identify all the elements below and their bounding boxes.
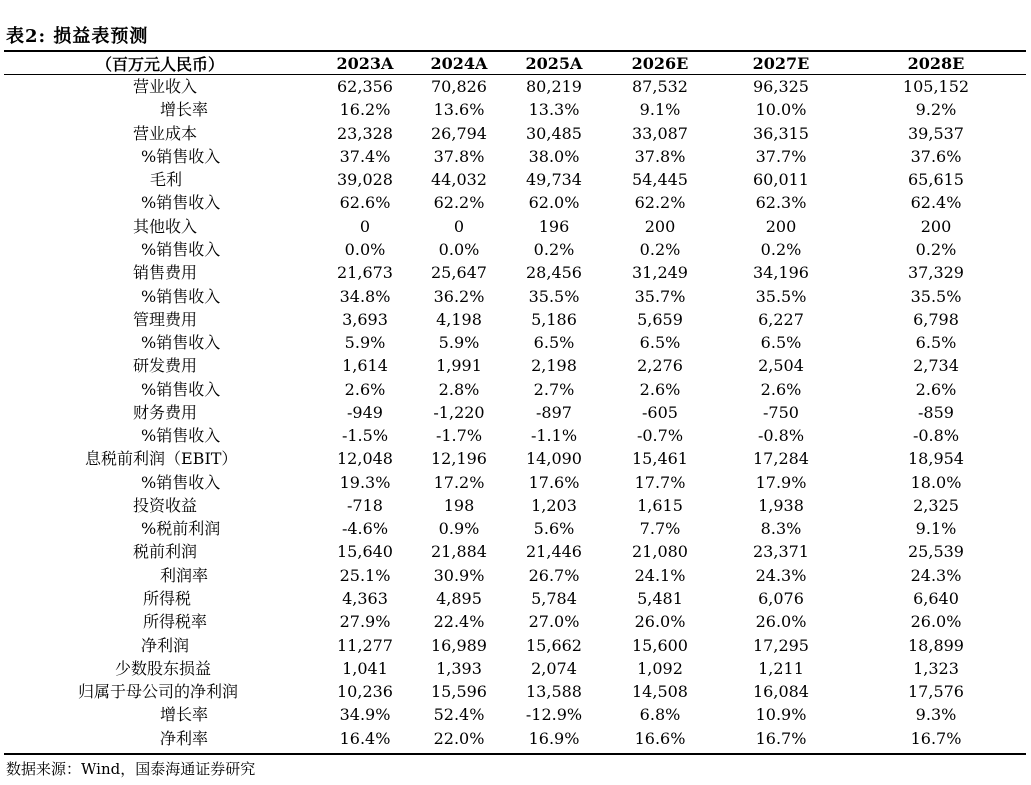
cell-value: 4,363 xyxy=(342,588,388,608)
row-label: %销售收入 xyxy=(141,472,221,492)
row-label: 净利润 xyxy=(141,635,190,655)
cell-value: 7.7% xyxy=(639,519,681,539)
row-label: %销售收入 xyxy=(141,193,221,213)
row-label: 利润率 xyxy=(160,565,209,585)
row-label: %税前利润 xyxy=(141,519,221,539)
table-row xyxy=(4,610,1026,633)
year-header: 2024A xyxy=(430,54,488,73)
cell-value: 25,647 xyxy=(431,263,487,283)
cell-value: 9.1% xyxy=(639,100,681,120)
cell-value: 23,328 xyxy=(337,123,393,143)
cell-value: 16.2% xyxy=(339,100,391,120)
cell-value: 0.2% xyxy=(760,239,802,259)
cell-value: 22.4% xyxy=(433,612,485,632)
cell-value: -897 xyxy=(536,402,572,422)
table-row xyxy=(4,122,1026,145)
table-row xyxy=(4,540,1026,563)
cell-value: 2,504 xyxy=(758,356,804,376)
cell-value: 36,315 xyxy=(753,123,809,143)
cell-value: 6,076 xyxy=(758,588,804,608)
row-label: 销售费用 xyxy=(133,263,198,283)
table-row xyxy=(4,377,1026,400)
cell-value: 80,219 xyxy=(526,77,582,97)
cell-value: 37.6% xyxy=(910,146,962,166)
cell-value: 1,938 xyxy=(758,495,804,515)
cell-value: 26.0% xyxy=(634,612,686,632)
cell-value: 5,659 xyxy=(637,309,683,329)
row-label: %销售收入 xyxy=(141,379,221,399)
cell-value: 34,196 xyxy=(753,263,809,283)
cell-value: 17,576 xyxy=(908,682,964,702)
cell-value: 36.2% xyxy=(433,286,485,306)
cell-value: 18,954 xyxy=(908,449,964,469)
row-label: 营业成本 xyxy=(133,123,198,143)
year-header: 2027E xyxy=(752,54,810,73)
cell-value: -949 xyxy=(347,402,383,422)
cell-value: 15,600 xyxy=(632,635,688,655)
cell-value: 62.2% xyxy=(634,193,686,213)
cell-value: 198 xyxy=(443,495,475,515)
cell-value: 9.2% xyxy=(915,100,957,120)
row-label: 所得税 xyxy=(143,588,192,608)
cell-value: 2,734 xyxy=(913,356,959,376)
cell-value: 15,662 xyxy=(526,635,582,655)
cell-value: 34.9% xyxy=(339,705,391,725)
table-row xyxy=(4,98,1026,121)
table-body xyxy=(4,75,1026,750)
cell-value: 15,596 xyxy=(431,682,487,702)
cell-value: 35.5% xyxy=(528,286,580,306)
cell-value: 35.5% xyxy=(755,286,807,306)
cell-value: 2,198 xyxy=(531,356,577,376)
cell-value: 62.0% xyxy=(528,193,580,213)
cell-value: 24.1% xyxy=(634,565,686,585)
cell-value: 5.9% xyxy=(438,333,480,353)
cell-value: 37.8% xyxy=(433,146,485,166)
cell-value: 5.6% xyxy=(533,519,575,539)
cell-value: 49,734 xyxy=(526,170,582,190)
table-row xyxy=(4,517,1026,540)
cell-value: 44,032 xyxy=(431,170,487,190)
cell-value: 27.9% xyxy=(339,612,391,632)
cell-value: 2,325 xyxy=(913,495,959,515)
cell-value: -1.1% xyxy=(530,426,578,446)
cell-value: -750 xyxy=(763,402,799,422)
cell-value: 25.1% xyxy=(339,565,391,585)
cell-value: 37.7% xyxy=(755,146,807,166)
cell-value: 87,532 xyxy=(632,77,688,97)
table-row xyxy=(4,401,1026,424)
table-row xyxy=(4,564,1026,587)
cell-value: 17.7% xyxy=(634,472,686,492)
table-row xyxy=(4,633,1026,656)
cell-value: -12.9% xyxy=(525,705,583,725)
row-label: 归属于母公司的净利润 xyxy=(78,682,239,702)
cell-value: 2.6% xyxy=(344,379,386,399)
cell-value: 5,186 xyxy=(531,309,577,329)
cell-value: 6.5% xyxy=(639,333,681,353)
unit-header: （百万元人民币） xyxy=(95,55,224,74)
cell-value: 105,152 xyxy=(902,77,970,97)
cell-value: -0.8% xyxy=(757,426,805,446)
table-title: 表2: 损益表预测 xyxy=(6,26,149,47)
source-note: 数据来源：Wind，国泰海通证券研究 xyxy=(6,760,256,778)
row-label: 其他收入 xyxy=(133,216,198,236)
cell-value: 14,508 xyxy=(632,682,688,702)
cell-value: 0.0% xyxy=(438,239,480,259)
cell-value: 21,673 xyxy=(337,263,393,283)
cell-value: 6.8% xyxy=(639,705,681,725)
income-statement-table xyxy=(4,52,1026,750)
row-label: %销售收入 xyxy=(141,239,221,259)
cell-value: 16.7% xyxy=(755,728,807,748)
cell-value: 70,826 xyxy=(431,77,487,97)
table-row xyxy=(4,261,1026,284)
cell-value: 26.0% xyxy=(910,612,962,632)
cell-value: 30.9% xyxy=(433,565,485,585)
cell-value: 200 xyxy=(765,216,797,236)
cell-value: 0.2% xyxy=(639,239,681,259)
cell-value: 16,084 xyxy=(753,682,809,702)
cell-value: 11,277 xyxy=(337,635,393,655)
table-row xyxy=(4,145,1026,168)
cell-value: 2.6% xyxy=(760,379,802,399)
cell-value: 9.1% xyxy=(915,519,957,539)
table-row xyxy=(4,284,1026,307)
cell-value: 21,884 xyxy=(431,542,487,562)
cell-value: 65,615 xyxy=(908,170,964,190)
cell-value: 17.6% xyxy=(528,472,580,492)
cell-value: 16.7% xyxy=(910,728,962,748)
row-label: 投资收益 xyxy=(133,495,198,515)
cell-value: 31,249 xyxy=(632,263,688,283)
cell-value: 18,899 xyxy=(908,635,964,655)
table-row xyxy=(4,726,1026,749)
cell-value: 60,011 xyxy=(753,170,809,190)
cell-value: 13.6% xyxy=(433,100,485,120)
row-label: %销售收入 xyxy=(141,333,221,353)
cell-value: -0.7% xyxy=(636,426,684,446)
row-label: %销售收入 xyxy=(141,286,221,306)
cell-value: 19.3% xyxy=(339,472,391,492)
row-label: 财务费用 xyxy=(133,402,198,422)
cell-value: 13,588 xyxy=(526,682,582,702)
cell-value: 26,794 xyxy=(431,123,487,143)
cell-value: 39,537 xyxy=(908,123,964,143)
cell-value: 14,090 xyxy=(526,449,582,469)
row-label: %销售收入 xyxy=(141,146,221,166)
cell-value: 26.0% xyxy=(755,612,807,632)
row-label: 所得税率 xyxy=(143,612,208,632)
cell-value: 22.0% xyxy=(433,728,485,748)
cell-value: -1.5% xyxy=(341,426,389,446)
cell-value: 1,615 xyxy=(637,495,683,515)
cell-value: 24.3% xyxy=(755,565,807,585)
table-row xyxy=(4,191,1026,214)
cell-value: 2.8% xyxy=(438,379,480,399)
row-label: 息税前利润（EBIT） xyxy=(85,449,238,469)
cell-value: 0.2% xyxy=(533,239,575,259)
row-label: 净利率 xyxy=(160,728,209,748)
cell-value: 34.8% xyxy=(339,286,391,306)
cell-value: 2,074 xyxy=(531,658,577,678)
year-header: 2026E xyxy=(631,54,689,73)
table-row xyxy=(4,308,1026,331)
row-label: %销售收入 xyxy=(141,426,221,446)
cell-value: 2,276 xyxy=(637,356,683,376)
cell-value: 0.9% xyxy=(438,519,480,539)
cell-value: 24.3% xyxy=(910,565,962,585)
cell-value: 1,393 xyxy=(436,658,482,678)
cell-value: 23,371 xyxy=(753,542,809,562)
cell-value: 28,456 xyxy=(526,263,582,283)
cell-value: 16,989 xyxy=(431,635,487,655)
cell-value: 9.3% xyxy=(915,705,957,725)
cell-value: 1,041 xyxy=(342,658,388,678)
cell-value: 37,329 xyxy=(908,263,964,283)
cell-value: 1,203 xyxy=(531,495,577,515)
cell-value: 96,325 xyxy=(753,77,809,97)
cell-value: 4,198 xyxy=(436,309,482,329)
cell-value: 17.9% xyxy=(755,472,807,492)
table-row xyxy=(4,331,1026,354)
row-label: 少数股东损益 xyxy=(115,658,212,678)
table-row xyxy=(4,587,1026,610)
row-label: 增长率 xyxy=(160,705,209,725)
cell-value: 37.4% xyxy=(339,146,391,166)
cell-value: 1,614 xyxy=(342,356,388,376)
cell-value: 13.3% xyxy=(528,100,580,120)
cell-value: 1,092 xyxy=(637,658,683,678)
cell-value: 15,461 xyxy=(632,449,688,469)
cell-value: -4.6% xyxy=(341,519,389,539)
cell-value: 17,295 xyxy=(753,635,809,655)
cell-value: 37.8% xyxy=(634,146,686,166)
cell-value: -605 xyxy=(642,402,678,422)
table-row xyxy=(4,424,1026,447)
cell-value: -1,220 xyxy=(433,402,485,422)
cell-value: -859 xyxy=(918,402,954,422)
cell-value: 39,028 xyxy=(337,170,393,190)
year-header: 2028E xyxy=(907,54,965,73)
year-header: 2025A xyxy=(525,54,583,73)
header-row xyxy=(4,52,1026,75)
cell-value: 10,236 xyxy=(337,682,393,702)
row-label: 研发费用 xyxy=(133,356,198,376)
cell-value: 8.3% xyxy=(760,519,802,539)
cell-value: 18.0% xyxy=(910,472,962,492)
table-row xyxy=(4,215,1026,238)
cell-value: 33,087 xyxy=(632,123,688,143)
table-row xyxy=(4,447,1026,470)
cell-value: 200 xyxy=(920,216,952,236)
cell-value: 196 xyxy=(538,216,570,236)
cell-value: 1,323 xyxy=(913,658,959,678)
cell-value: 35.5% xyxy=(910,286,962,306)
cell-value: 38.0% xyxy=(528,146,580,166)
cell-value: 52.4% xyxy=(433,705,485,725)
table-row xyxy=(4,471,1026,494)
cell-value: 10.9% xyxy=(755,705,807,725)
row-label: 税前利润 xyxy=(133,542,198,562)
cell-value: 5,481 xyxy=(637,588,683,608)
row-label: 管理费用 xyxy=(133,309,198,329)
cell-value: 6.5% xyxy=(915,333,957,353)
cell-value: 62.2% xyxy=(433,193,485,213)
cell-value: 62.3% xyxy=(755,193,807,213)
cell-value: 12,048 xyxy=(337,449,393,469)
cell-value: 6,227 xyxy=(758,309,804,329)
table-row xyxy=(4,168,1026,191)
cell-value: 26.7% xyxy=(528,565,580,585)
cell-value: -718 xyxy=(347,495,383,515)
cell-value: 17.2% xyxy=(433,472,485,492)
cell-value: 6,640 xyxy=(913,588,959,608)
cell-value: 16.6% xyxy=(634,728,686,748)
row-label: 毛利 xyxy=(150,170,183,190)
table-row xyxy=(4,75,1026,98)
table-row xyxy=(4,354,1026,377)
cell-value: 0.0% xyxy=(344,239,386,259)
cell-value: 0 xyxy=(453,216,465,236)
cell-value: 2.7% xyxy=(533,379,575,399)
cell-value: 35.7% xyxy=(634,286,686,306)
cell-value: 21,446 xyxy=(526,542,582,562)
row-label: 增长率 xyxy=(160,100,209,120)
cell-value: 25,539 xyxy=(908,542,964,562)
cell-value: 16.4% xyxy=(339,728,391,748)
cell-value: 62.6% xyxy=(339,193,391,213)
cell-value: 62.4% xyxy=(910,193,962,213)
cell-value: 4,895 xyxy=(436,588,482,608)
cell-value: 6.5% xyxy=(760,333,802,353)
cell-value: -0.8% xyxy=(912,426,960,446)
row-label: 营业收入 xyxy=(133,77,198,97)
cell-value: 16.9% xyxy=(528,728,580,748)
bottom-rule xyxy=(4,753,1026,755)
table-row xyxy=(4,238,1026,261)
cell-value: 0 xyxy=(359,216,371,236)
cell-value: 10.0% xyxy=(755,100,807,120)
cell-value: 12,196 xyxy=(431,449,487,469)
cell-value: 2.6% xyxy=(915,379,957,399)
table-row xyxy=(4,494,1026,517)
table-row xyxy=(4,680,1026,703)
cell-value: 0.2% xyxy=(915,239,957,259)
cell-value: 6,798 xyxy=(913,309,959,329)
cell-value: 2.6% xyxy=(639,379,681,399)
cell-value: -1.7% xyxy=(435,426,483,446)
cell-value: 21,080 xyxy=(632,542,688,562)
cell-value: 200 xyxy=(644,216,676,236)
cell-value: 62,356 xyxy=(337,77,393,97)
cell-value: 1,991 xyxy=(436,356,482,376)
cell-value: 3,693 xyxy=(342,309,388,329)
cell-value: 15,640 xyxy=(337,542,393,562)
table-row xyxy=(4,657,1026,680)
year-header: 2023A xyxy=(336,54,394,73)
table-row xyxy=(4,703,1026,726)
cell-value: 6.5% xyxy=(533,333,575,353)
cell-value: 5,784 xyxy=(531,588,577,608)
cell-value: 17,284 xyxy=(753,449,809,469)
cell-value: 5.9% xyxy=(344,333,386,353)
cell-value: 1,211 xyxy=(758,658,804,678)
cell-value: 54,445 xyxy=(632,170,688,190)
cell-value: 27.0% xyxy=(528,612,580,632)
cell-value: 30,485 xyxy=(526,123,582,143)
